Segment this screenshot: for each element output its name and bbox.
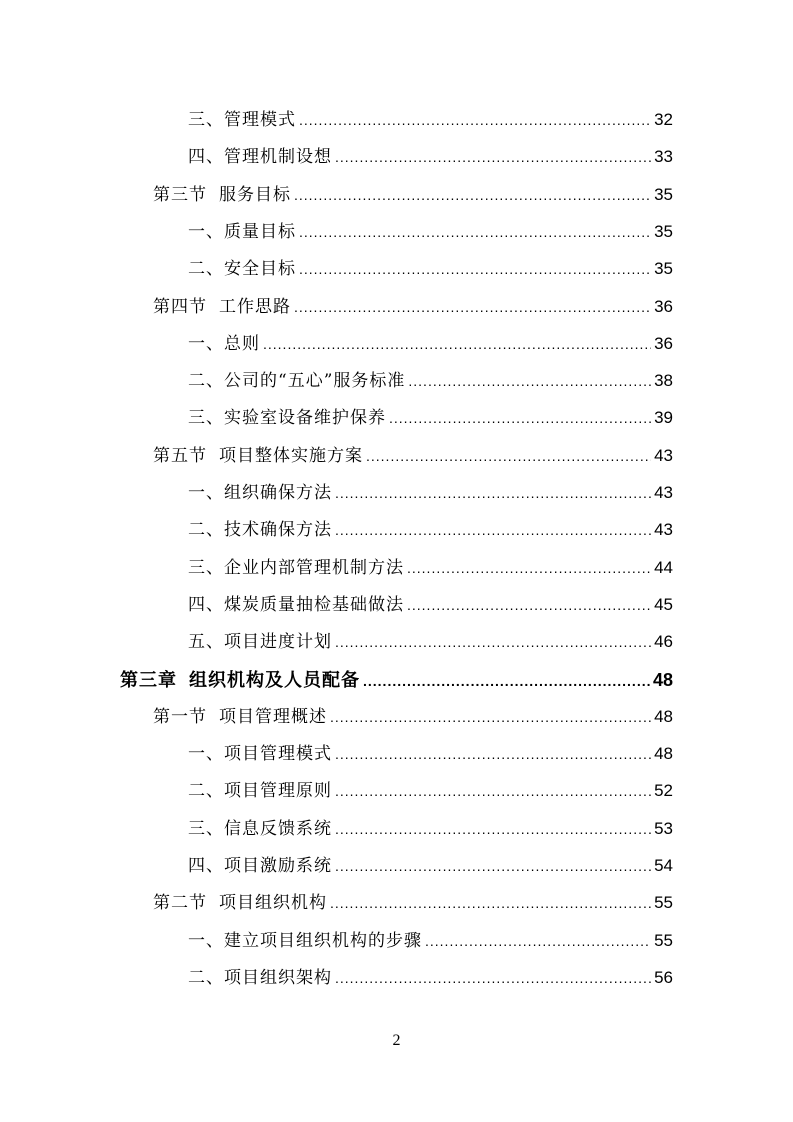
toc-entry-number: 第二节 [153,893,207,914]
toc-page-number: 33 [654,147,673,167]
toc-section[interactable] [153,888,673,918]
toc-dot-leader [407,590,651,620]
toc-dot-leader [335,627,651,657]
toc-entry-number: 二、 [188,781,224,802]
toc-entry-title: 项目整体实施方案 [219,445,363,466]
toc-entry-number: 四、 [188,147,224,168]
toc-subsection[interactable] [188,478,673,508]
toc-dot-leader [299,105,651,135]
toc-entry-label [188,553,404,583]
toc-entry-label [188,142,332,172]
toc-page-number: 48 [652,669,673,690]
toc-page-number: 36 [654,296,673,316]
toc-subsection[interactable] [188,254,673,284]
toc-subsection[interactable] [188,590,673,620]
toc-page-number: 46 [654,632,673,652]
toc-entry-number: 一、 [188,333,224,354]
toc-subsection[interactable] [188,627,673,657]
toc-dot-leader [407,553,651,583]
toc-entry-title: 煤炭质量抽检基础做法 [224,594,404,615]
toc-page-number: 55 [654,893,673,913]
toc-section[interactable] [153,441,673,471]
page-number: 2 [392,1032,401,1049]
toc-page-number: 43 [654,483,673,502]
toc-entry-title: 项目管理原则 [224,781,332,802]
toc-dot-leader [335,739,651,769]
toc-entry-number: 一、 [188,483,224,503]
toc-dot-leader [263,329,651,359]
toc-entry-label [188,776,332,806]
toc-entry-title: 公司的“五心”服务标准 [224,371,406,392]
toc-entry-number: 二、 [188,967,224,988]
toc-entry-title: 信息反馈系统 [224,818,332,839]
toc-page-number: 52 [654,781,673,801]
toc-page-number: 53 [654,818,673,838]
toc-subsection[interactable] [188,403,673,433]
toc-subsection[interactable] [188,105,673,135]
toc-entry-label [188,329,260,359]
toc-entry-label [188,926,422,956]
toc-dot-leader [335,776,651,806]
toc-dot-leader [299,217,651,247]
toc-entry-number: 三、 [188,110,224,130]
toc-entry-number: 二、 [188,520,224,541]
toc-entry-title: 项目组织机构 [219,893,327,914]
toc-page-number: 38 [654,371,673,391]
toc-entry-title: 安全目标 [224,259,296,280]
toc-entry-number: 第三章 [120,669,177,691]
toc-subsection[interactable] [188,553,673,583]
toc-dot-leader [335,515,651,545]
toc-entry-title: 质量目标 [224,221,296,242]
toc-dot-leader [363,666,650,695]
toc-section[interactable] [153,292,673,322]
toc-entry-number: 第三节 [153,184,207,205]
toc-entry-number: 五、 [188,632,224,653]
toc-page-number: 39 [654,408,673,428]
toc-entry-number: 三、 [188,818,224,839]
toc-page-number: 55 [654,930,673,950]
toc-page-number: 48 [654,744,673,764]
toc-dot-leader [335,478,651,508]
toc-entry-number: 一、 [188,744,224,765]
toc-entry-number: 第四节 [153,296,207,317]
toc-entry-label [188,590,404,620]
toc-entry-title: 管理模式 [224,110,296,130]
toc-entry-title: 工作思路 [219,296,291,317]
toc-subsection[interactable] [188,963,673,993]
toc-dot-leader [294,292,651,322]
toc-page-number: 48 [654,706,673,726]
toc-entry-number: 三、 [188,557,224,578]
toc-entry-title: 项目管理概述 [219,706,327,727]
toc-entry-number: 二、 [188,259,224,280]
toc-entry-label [120,666,360,695]
toc-page-number: 43 [654,445,673,465]
toc-page-number: 44 [654,557,673,577]
toc-subsection[interactable] [188,851,673,881]
toc-section[interactable] [153,702,673,732]
toc-dot-leader [330,702,651,732]
toc-entry-label [153,888,327,918]
toc-subsection[interactable] [188,776,673,806]
toc-entry-title: 组织机构及人员配备 [189,669,360,691]
toc-entry-label [188,217,296,247]
toc-page-number: 35 [654,221,673,241]
toc-entry-number: 四、 [188,594,224,615]
toc-entry-number: 二、 [188,371,224,392]
toc-dot-leader [408,366,651,396]
toc-entry-label [188,105,296,135]
toc-entry-title: 建立项目组织机构的步骤 [224,930,422,951]
toc-entry-title: 服务目标 [219,184,291,205]
toc-dot-leader [335,963,651,993]
toc-entry-title: 项目组织架构 [224,967,332,988]
toc-page-number: 54 [654,856,673,875]
toc-entry-label [188,739,332,769]
toc-subsection[interactable] [188,366,673,396]
toc-entry-title: 项目管理模式 [224,744,332,765]
toc-entry-number: 四、 [188,856,224,876]
toc-subsection[interactable] [188,142,673,172]
toc-entry-title: 项目激励系统 [224,856,332,876]
toc-entry-label [153,292,291,322]
toc-entry-label [153,702,327,732]
toc-subsection[interactable] [188,217,673,247]
toc-page-number: 56 [654,967,673,987]
toc-subsection[interactable] [188,814,673,844]
toc-entry-label [188,254,296,284]
toc-dot-leader [335,814,651,844]
toc-entry-label [188,515,332,545]
toc-entry-label [188,851,332,881]
toc-entry-label [188,403,386,433]
toc-dot-leader [330,888,651,918]
toc-dot-leader [294,180,651,210]
toc-entry-title: 总则 [224,333,260,354]
toc-page-number: 35 [654,259,673,279]
toc-entry-number: 第五节 [153,445,207,466]
toc-page-number: 45 [654,594,673,614]
toc-entry-number: 三、 [188,408,224,429]
toc-page-number: 32 [654,110,673,129]
toc-entry-title: 管理机制设想 [224,147,332,168]
toc-entry-title: 实验室设备维护保养 [224,408,386,429]
toc-entry-label [153,441,363,471]
toc-subsection[interactable] [188,739,673,769]
toc-entry-label [188,963,332,993]
toc-entry-number: 第一节 [153,706,207,727]
toc-entry-label [188,627,332,657]
toc-entry-label [188,814,332,844]
toc-subsection[interactable] [188,515,673,545]
toc-dot-leader [335,851,651,881]
toc-entry-label [188,478,332,508]
toc-dot-leader [425,926,651,956]
toc-dot-leader [366,441,651,471]
toc-entry-label [153,180,291,210]
toc-dot-leader [335,142,651,172]
toc-page-number: 36 [654,333,673,353]
toc-entry-number: 一、 [188,221,224,242]
toc-entry-label [188,366,405,396]
toc-chapter[interactable] [120,665,673,695]
toc-page-number: 43 [654,520,673,540]
toc-page-number: 35 [654,184,673,204]
toc-dot-leader [299,254,651,284]
toc-section[interactable] [153,180,673,210]
toc-entry-title: 企业内部管理机制方法 [224,557,404,578]
toc-subsection[interactable] [188,329,673,359]
toc-entry-title: 组织确保方法 [224,483,332,503]
toc-entry-title: 技术确保方法 [224,520,332,541]
toc-subsection[interactable] [188,926,673,956]
toc-entry-number: 一、 [188,930,224,951]
toc-entry-title: 项目进度计划 [224,632,332,653]
toc-dot-leader [389,403,651,433]
